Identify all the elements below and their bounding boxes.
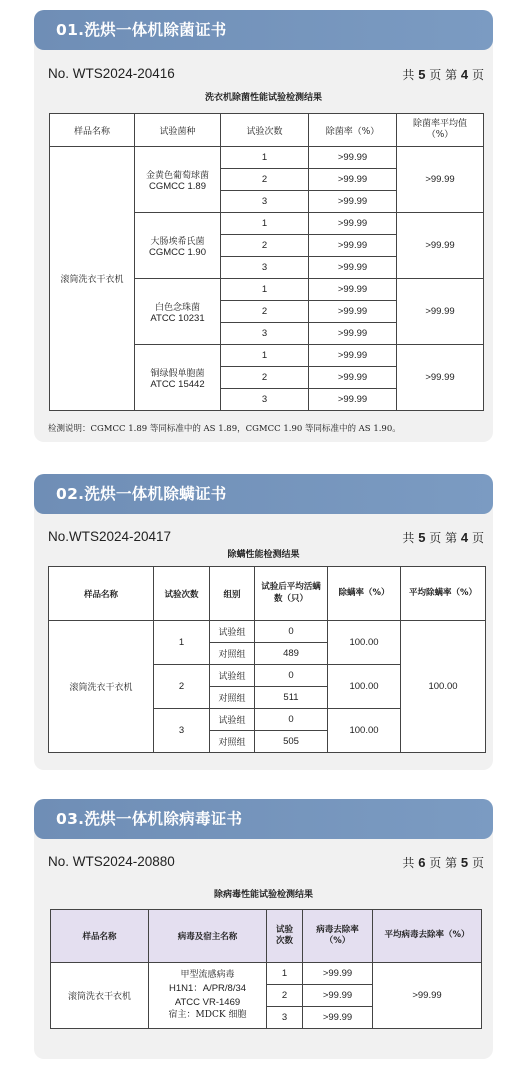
removal-rate: >99.99	[309, 213, 397, 235]
bacteria-name: 大肠埃希氏菌 CGMCC 1.90	[135, 213, 221, 279]
removal-rate: >99.99	[309, 389, 397, 411]
bacteria-name: 金黄色葡萄球菌 CGMCC 1.89	[135, 147, 221, 213]
table-header: 除螨率（%）	[328, 567, 401, 621]
table-header: 病毒去除率（%）	[303, 910, 373, 963]
removal-rate: >99.99	[309, 301, 397, 323]
removal-rate: >99.99	[303, 963, 373, 985]
mite-removal-table	[48, 566, 486, 753]
sample-name: 滚筒洗衣干衣机	[49, 621, 154, 753]
removal-rate: >99.99	[309, 367, 397, 389]
group-label: 试验组	[210, 709, 255, 731]
trial-number: 1	[154, 621, 210, 665]
table-header: 平均除螨率（%）	[401, 567, 486, 621]
report-number: No. WTS2024-20416	[48, 66, 175, 81]
group-label: 试验组	[210, 665, 255, 687]
table-header: 试验菌种	[135, 114, 221, 147]
table-header: 样品名称	[51, 910, 149, 963]
removal-rate: >99.99	[309, 169, 397, 191]
removal-rate: >99.99	[303, 985, 373, 1007]
page-indicator: 共 5 页 第 4 页	[402, 530, 484, 545]
table-header: 试验后平均活螨数（只）	[255, 567, 328, 621]
certificate-3-title: 03.洗烘一体机除病毒证书	[34, 799, 493, 839]
group-label: 对照组	[210, 687, 255, 709]
average-rate: >99.99	[397, 147, 484, 213]
trial-number: 3	[221, 257, 309, 279]
average-rate: >99.99	[397, 213, 484, 279]
virus-removal-table	[50, 909, 482, 1029]
table-header: 试验次数	[221, 114, 309, 147]
report-number: No. WTS2024-20880	[48, 854, 175, 869]
trial-number: 1	[221, 213, 309, 235]
trial-number: 1	[267, 963, 303, 985]
average-rate: >99.99	[397, 279, 484, 345]
table-2-subtitle: 除螨性能检测结果	[227, 550, 300, 560]
trial-number: 2	[221, 301, 309, 323]
table-header: 试验次数	[267, 910, 303, 963]
mite-count: 505	[255, 731, 328, 753]
table-header: 组别	[210, 567, 255, 621]
certificate-1-title: 01.洗烘一体机除菌证书	[34, 10, 493, 50]
certificate-card-2	[34, 474, 493, 770]
removal-rate: >99.99	[309, 279, 397, 301]
certificate-card-3	[34, 799, 493, 1059]
trial-number: 2	[221, 235, 309, 257]
mite-count: 0	[255, 665, 328, 687]
bacteria-name: 铜绿假单胞菌 ATCC 15442	[135, 345, 221, 411]
trial-number: 2	[154, 665, 210, 709]
removal-rate: 100.00	[328, 621, 401, 665]
antibacterial-results-table	[49, 113, 484, 411]
average-rate: >99.99	[373, 963, 482, 1029]
virus-host-name: 甲型流感病毒 H1N1：A/PR/8/34 ATCC VR-1469 宿主：MDCK 细胞	[149, 963, 267, 1029]
trial-number: 1	[221, 345, 309, 367]
table-header: 除菌率平均值（%）	[397, 114, 484, 147]
trial-number: 1	[221, 279, 309, 301]
mite-count: 511	[255, 687, 328, 709]
removal-rate: 100.00	[328, 665, 401, 709]
table-header: 样品名称	[49, 567, 154, 621]
trial-number: 3	[221, 191, 309, 213]
trial-number: 3	[221, 323, 309, 345]
table-header: 病毒及宿主名称	[149, 910, 267, 963]
sample-name: 滚筒洗衣干衣机	[50, 147, 135, 411]
trial-number: 1	[221, 147, 309, 169]
average-rate: 100.00	[401, 621, 486, 753]
removal-rate: >99.99	[309, 147, 397, 169]
group-label: 对照组	[210, 731, 255, 753]
mite-count: 489	[255, 643, 328, 665]
page-indicator: 共 6 页 第 5 页	[402, 855, 484, 870]
table-1-subtitle: 洗衣机除菌性能试验检测结果	[204, 93, 322, 103]
table-header: 平均病毒去除率（%）	[373, 910, 482, 963]
removal-rate: >99.99	[303, 1007, 373, 1029]
test-note: 检测说明：CGMCC 1.89 等同标准中的 AS 1.89，CGMCC 1.90 等同标准中的 AS 1.90。	[48, 424, 401, 434]
certificate-2-title: 02.洗烘一体机除螨证书	[34, 474, 493, 514]
trial-number: 2	[267, 985, 303, 1007]
trial-number: 3	[154, 709, 210, 753]
sample-name: 滚筒洗衣干衣机	[51, 963, 149, 1029]
table-header: 试验次数	[154, 567, 210, 621]
removal-rate: >99.99	[309, 345, 397, 367]
group-label: 试验组	[210, 621, 255, 643]
certificate-card-1	[34, 10, 493, 442]
removal-rate: >99.99	[309, 235, 397, 257]
removal-rate: >99.99	[309, 323, 397, 345]
removal-rate: >99.99	[309, 191, 397, 213]
table-header: 样品名称	[50, 114, 135, 147]
trial-number: 2	[221, 367, 309, 389]
report-number: No.WTS2024-20417	[48, 529, 172, 544]
group-label: 对照组	[210, 643, 255, 665]
page-indicator: 共 5 页 第 4 页	[402, 67, 484, 82]
removal-rate: 100.00	[328, 709, 401, 753]
trial-number: 2	[221, 169, 309, 191]
table-header: 除菌率（%）	[309, 114, 397, 147]
removal-rate: >99.99	[309, 257, 397, 279]
mite-count: 0	[255, 709, 328, 731]
trial-number: 3	[221, 389, 309, 411]
mite-count: 0	[255, 621, 328, 643]
bacteria-name: 白色念珠菌 ATCC 10231	[135, 279, 221, 345]
table-3-subtitle: 除病毒性能试验检测结果	[213, 890, 313, 900]
average-rate: >99.99	[397, 345, 484, 411]
trial-number: 3	[267, 1007, 303, 1029]
